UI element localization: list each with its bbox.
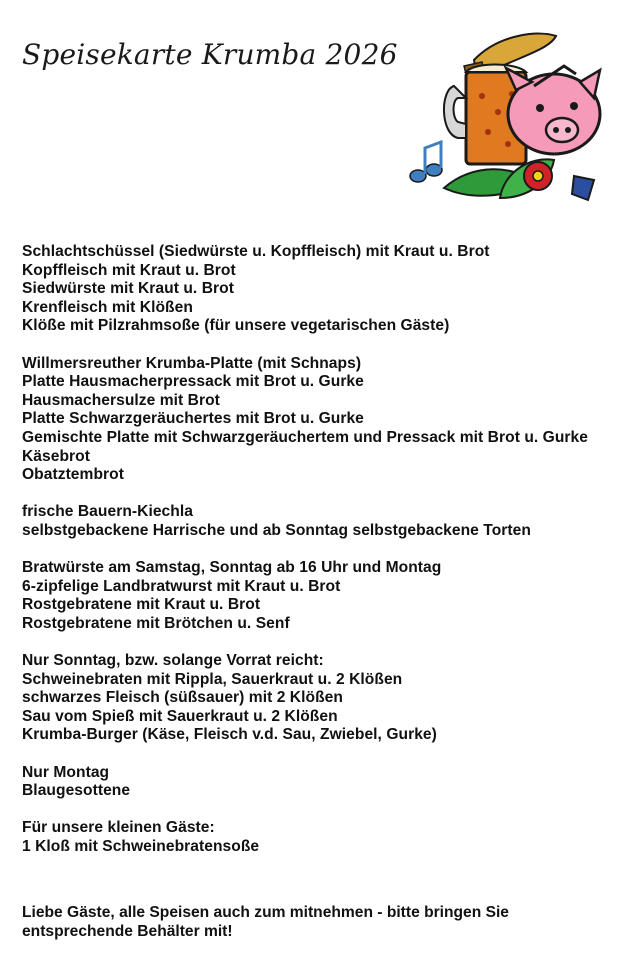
menu-group-schlachtschuessel (22, 243, 632, 336)
menu-item: selbstgebackene Harrische und ab Sonntag selbstgebackene Torten (22, 521, 531, 539)
menu-item: Siedwürste mit Kraut u. Brot (22, 280, 234, 298)
menu-item: Klöße mit Pilzrahmsoße (für unsere vegetarischen Gäste) (22, 317, 450, 335)
menu-illustration (404, 26, 604, 206)
menu-group-kuchen (22, 503, 632, 540)
menu-list (22, 243, 632, 875)
menu-item: Hausmachersulze mit Brot (22, 391, 220, 409)
menu-item: Platte Schwarzgeräuchertes mit Brot u. Gurke (22, 410, 364, 428)
menu-section-heading: Für unsere kleinen Gäste: (22, 819, 215, 837)
menu-section-heading: Bratwürste am Samstag, Sonntag ab 16 Uhr und Montag (22, 559, 442, 577)
footer-line: entsprechende Behälter mit! (22, 923, 233, 940)
menu-item: schwarzes Fleisch (süßsauer) mit 2 Klößen (22, 689, 343, 707)
menu-section-heading: Nur Sonntag, bzw. solange Vorrat reicht: (22, 652, 324, 670)
menu-item: Gemischte Platte mit Schwarzgeräuchertem und Pressack mit Brot u. Gurke (22, 428, 588, 446)
page-title: Speisekarte Krumba 2026 (22, 38, 398, 71)
menu-group-kinder (22, 819, 632, 856)
menu-item: frische Bauern-Kiechla (22, 503, 193, 521)
menu-item: Blaugesottene (22, 782, 131, 800)
footer-note (22, 903, 632, 941)
menu-group-bratwuerste (22, 559, 632, 633)
menu-item: Platte Hausmacherpressack mit Brot u. Gurke (22, 373, 364, 391)
menu-item: Schweinebraten mit Rippla, Sauerkraut u. 2 Klößen (22, 670, 403, 688)
menu-item: Rostgebratene mit Kraut u. Brot (22, 596, 261, 614)
menu-item: Willmersreuther Krumba-Platte (mit Schnaps) (22, 354, 362, 372)
menu-group-sonntag (22, 652, 632, 745)
menu-group-platten (22, 355, 632, 485)
menu-item: 6-zipfelige Landbratwurst mit Kraut u. Brot (22, 577, 341, 595)
menu-item: Krenfleisch mit Klößen (22, 298, 193, 316)
menu-item: Sau vom Spieß mit Sauerkraut u. 2 Klößen (22, 707, 338, 725)
footer-line: Liebe Gäste, alle Speisen auch zum mitnehmen - bitte bringen Sie (22, 904, 509, 921)
menu-item: Krumba-Burger (Käse, Fleisch v.d. Sau, Zwiebel, Gurke) (22, 726, 437, 744)
music-note-icon (410, 142, 442, 182)
menu-item: Käsebrot (22, 447, 90, 465)
menu-item: Kopffleisch mit Kraut u. Brot (22, 261, 236, 279)
menu-item: Rostgebratene mit Brötchen u. Senf (22, 614, 290, 632)
menu-item: Obatztembrot (22, 466, 124, 484)
menu-item: 1 Kloß mit Schweinebratensoße (22, 838, 260, 855)
pig-icon (506, 66, 600, 154)
menu-group-montag (22, 764, 632, 801)
menu-item: Schlachtschüssel (Siedwürste u. Kopffleisch) mit Kraut u. Brot (22, 243, 490, 260)
menu-section-heading: Nur Montag (22, 763, 110, 781)
